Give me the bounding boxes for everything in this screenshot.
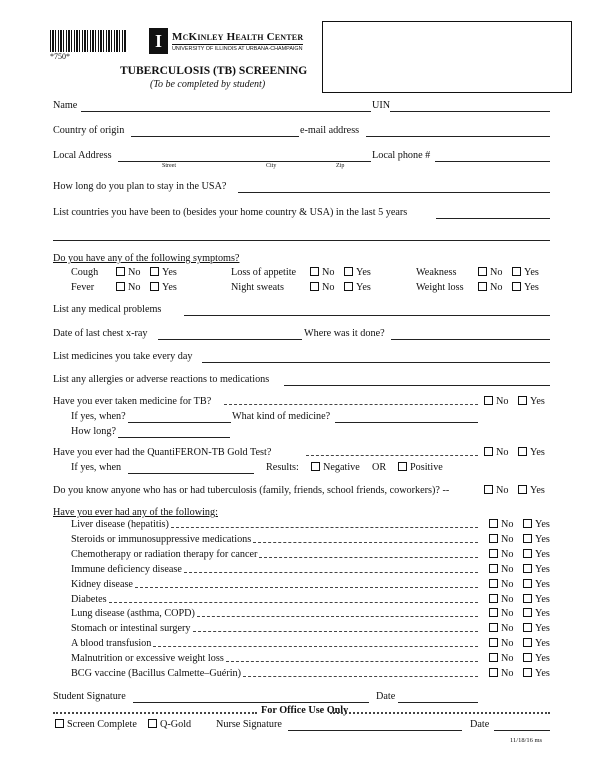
country-label: Country of origin xyxy=(53,125,125,136)
medicines-label: List medicines you take every day xyxy=(53,351,193,362)
if-yes-when2-label: If yes, when xyxy=(71,462,122,473)
no-label: No xyxy=(501,623,514,634)
no-label: No xyxy=(501,519,514,530)
problems-label: List any medical problems xyxy=(53,304,162,315)
fever-no[interactable] xyxy=(116,282,140,293)
history-yes-option[interactable] xyxy=(523,623,550,634)
if-yes-when-label: If yes, when? xyxy=(71,411,126,422)
positive-label: Positive xyxy=(410,462,443,473)
uin-input[interactable] xyxy=(390,111,550,112)
leader-dots xyxy=(135,587,478,588)
office-divider-right xyxy=(330,712,550,714)
appetite-no[interactable] xyxy=(310,267,334,278)
checkbox[interactable] xyxy=(523,608,532,617)
checkbox[interactable] xyxy=(523,653,532,662)
countries-input-2[interactable] xyxy=(53,240,550,241)
yes-label: Yes xyxy=(535,564,550,575)
history-heading: Have you ever had any of the following: xyxy=(53,507,218,518)
checkbox[interactable] xyxy=(523,594,532,603)
logo-letter: I xyxy=(154,31,162,51)
no-label: No xyxy=(501,638,514,649)
leader-dots xyxy=(197,616,478,617)
checkbox[interactable] xyxy=(55,719,64,728)
how-long-label: How long? xyxy=(71,426,116,437)
allergies-label: List any allergies or adverse reactions to medications xyxy=(53,374,270,385)
quantiferon-label: Have you ever had the QuantiFERON-TB Gold Test? xyxy=(53,447,272,458)
checkbox[interactable] xyxy=(310,282,319,291)
checkbox[interactable] xyxy=(518,447,527,456)
tb-med-no[interactable] xyxy=(484,396,508,407)
date2-input[interactable] xyxy=(494,730,550,731)
checkbox[interactable] xyxy=(523,564,532,573)
history-yes-option[interactable] xyxy=(523,519,550,530)
or-label: OR xyxy=(372,462,387,473)
checkbox[interactable] xyxy=(344,267,353,276)
xray-input[interactable] xyxy=(158,339,302,340)
checkbox[interactable] xyxy=(523,623,532,632)
leader-dots xyxy=(306,455,478,456)
form-title: TUBERCULOSIS (TB) SCREENING xyxy=(120,65,308,77)
yes-label: Yes xyxy=(535,579,550,590)
know-anyone-no[interactable] xyxy=(484,485,508,496)
stay-label: How long do you plan to stay in the USA? xyxy=(53,181,227,192)
yes-label: Yes xyxy=(535,623,550,634)
xray-label: Date of last chest x-ray xyxy=(53,328,148,339)
negative-option[interactable] xyxy=(311,462,360,473)
yes-label: Yes xyxy=(535,668,550,679)
office-use-label: For Office Use Only xyxy=(261,705,349,716)
yes-label: Yes xyxy=(162,282,177,293)
symptom-weight-loss: Weight loss xyxy=(416,282,464,293)
history-yes-option[interactable] xyxy=(523,653,550,664)
history-yes-option[interactable] xyxy=(523,638,550,649)
checkbox[interactable] xyxy=(310,267,319,276)
q-gold-option[interactable] xyxy=(148,719,191,730)
address-input[interactable] xyxy=(118,161,371,162)
history-item-label: Immune deficiency disease xyxy=(71,564,182,575)
quantiferon-when-input[interactable] xyxy=(128,473,254,474)
checkbox[interactable] xyxy=(398,462,407,471)
leader-dots xyxy=(153,646,478,647)
history-no-option[interactable] xyxy=(489,549,513,560)
history-no-option[interactable] xyxy=(489,579,513,590)
student-signature-input[interactable] xyxy=(133,702,369,703)
leader-dots xyxy=(184,572,478,573)
center-name: McKinley Health Center xyxy=(172,31,304,43)
positive-option[interactable] xyxy=(398,462,443,473)
uin-label: UIN xyxy=(372,100,391,111)
checkbox[interactable] xyxy=(518,396,527,405)
yes-label: Yes xyxy=(524,267,539,278)
student-signature-label: Student Signature xyxy=(53,691,126,702)
history-item-label: Malnutrition or excessive weight loss xyxy=(71,653,224,664)
tb-med-yes[interactable] xyxy=(518,396,545,407)
history-no-option[interactable] xyxy=(489,534,513,545)
history-yes-option[interactable] xyxy=(523,668,550,679)
no-label: No xyxy=(128,282,141,293)
weightloss-yes[interactable] xyxy=(512,282,539,293)
date-input[interactable] xyxy=(398,702,478,703)
history-no-option[interactable] xyxy=(489,564,513,575)
date2-label: Date xyxy=(470,719,490,730)
checkbox[interactable] xyxy=(489,653,498,662)
no-label: No xyxy=(490,267,503,278)
allergies-input[interactable] xyxy=(284,385,550,386)
leader-dots xyxy=(259,557,478,558)
no-label: No xyxy=(501,608,514,619)
weakness-no[interactable] xyxy=(478,267,502,278)
yes-label: Yes xyxy=(356,282,371,293)
yes-label: Yes xyxy=(530,447,545,458)
results-label: Results: xyxy=(266,462,299,473)
checkbox[interactable] xyxy=(484,485,493,494)
yes-label: Yes xyxy=(535,608,550,619)
checkbox[interactable] xyxy=(523,519,532,528)
symptoms-heading: Do you have any of the following symptoms? xyxy=(53,253,240,264)
appetite-yes[interactable] xyxy=(344,267,371,278)
city-caption: City xyxy=(266,163,277,169)
no-label: No xyxy=(496,485,509,496)
address-label: Local Address xyxy=(53,150,112,161)
office-divider-left xyxy=(53,712,257,714)
medicines-input[interactable] xyxy=(202,362,550,363)
yes-label: Yes xyxy=(535,653,550,664)
checkbox[interactable] xyxy=(489,638,498,647)
checkbox[interactable] xyxy=(489,549,498,558)
screen-complete-option[interactable] xyxy=(55,719,137,730)
history-no-option[interactable] xyxy=(489,668,513,679)
no-label: No xyxy=(128,267,141,278)
leader-dots xyxy=(253,542,478,543)
yes-label: Yes xyxy=(524,282,539,293)
no-label: No xyxy=(496,396,509,407)
form-subtitle: (To be completed by student) xyxy=(150,79,266,90)
know-anyone-yes[interactable] xyxy=(518,485,545,496)
checkbox[interactable] xyxy=(478,267,487,276)
date-label: Date xyxy=(376,691,396,702)
fever-yes[interactable] xyxy=(150,282,177,293)
history-yes-option[interactable] xyxy=(523,564,550,575)
leader-dots xyxy=(224,404,478,405)
cough-no[interactable] xyxy=(116,267,140,278)
university-text: UNIVERSITY OF ILLINOIS AT URBANA-CHAMPAIGN xyxy=(172,46,303,52)
what-kind-input[interactable] xyxy=(335,422,478,423)
cough-yes[interactable] xyxy=(150,267,177,278)
nurse-signature-label: Nurse Signature xyxy=(216,719,282,730)
history-no-option[interactable] xyxy=(489,638,513,649)
nurse-signature-input[interactable] xyxy=(288,730,462,731)
where-input[interactable] xyxy=(391,339,550,340)
checkbox[interactable] xyxy=(484,447,493,456)
history-item-label: Lung disease (asthma, COPD) xyxy=(71,608,195,619)
tb-med-label: Have you ever taken medicine for TB? xyxy=(53,396,212,407)
checkbox[interactable] xyxy=(150,282,159,291)
yes-label: Yes xyxy=(535,534,550,545)
checkbox[interactable] xyxy=(489,519,498,528)
checkbox[interactable] xyxy=(344,282,353,291)
checkbox[interactable] xyxy=(116,282,125,291)
no-label: No xyxy=(501,668,514,679)
yes-label: Yes xyxy=(356,267,371,278)
revision-code: 11/18/16 ms xyxy=(510,737,543,744)
checkbox[interactable] xyxy=(518,485,527,494)
no-label: No xyxy=(501,594,514,605)
stay-input[interactable] xyxy=(238,192,550,193)
history-yes-option[interactable] xyxy=(523,549,550,560)
checkbox[interactable] xyxy=(523,668,532,677)
phone-input[interactable] xyxy=(435,161,550,162)
no-label: No xyxy=(490,282,503,293)
checkbox[interactable] xyxy=(489,608,498,617)
what-kind-label: What kind of medicine? xyxy=(232,411,331,422)
history-no-option[interactable] xyxy=(489,608,513,619)
name-input[interactable] xyxy=(81,111,371,112)
checkbox[interactable] xyxy=(489,564,498,573)
symptom-fever: Fever xyxy=(71,282,95,293)
sweats-no[interactable] xyxy=(310,282,334,293)
no-label: No xyxy=(501,579,514,590)
weightloss-no[interactable] xyxy=(478,282,502,293)
office-box xyxy=(322,21,572,93)
no-label: No xyxy=(322,282,335,293)
history-item-label: Steroids or immunosuppressive medications xyxy=(71,534,252,545)
symptom-weakness: Weakness xyxy=(416,267,457,278)
countries-input[interactable] xyxy=(436,218,550,219)
checkbox[interactable] xyxy=(311,462,320,471)
negative-label: Negative xyxy=(323,462,360,473)
yes-label: Yes xyxy=(162,267,177,278)
checkbox[interactable] xyxy=(489,623,498,632)
quantiferon-no[interactable] xyxy=(484,447,508,458)
name-label: Name xyxy=(53,100,78,111)
checkbox[interactable] xyxy=(489,579,498,588)
email-label: e-mail address xyxy=(300,125,360,136)
history-item-label: Liver disease (hepatitis) xyxy=(71,519,169,530)
no-label: No xyxy=(501,653,514,664)
leader-dots xyxy=(193,631,479,632)
checkbox[interactable] xyxy=(484,396,493,405)
history-yes-option[interactable] xyxy=(523,608,550,619)
history-no-option[interactable] xyxy=(489,623,513,634)
university-name xyxy=(172,44,303,52)
history-item-label: Kidney disease xyxy=(71,579,133,590)
how-long-input[interactable] xyxy=(118,437,230,438)
history-yes-option[interactable] xyxy=(523,534,550,545)
checkbox[interactable] xyxy=(523,579,532,588)
sweats-yes[interactable] xyxy=(344,282,371,293)
yes-label: Yes xyxy=(535,549,550,560)
screen-complete-label: Screen Complete xyxy=(67,719,137,730)
symptom-loss-of-appetite: Loss of appetite xyxy=(231,267,297,278)
checkbox[interactable] xyxy=(512,282,521,291)
history-item-label: Stomach or intestinal surgery xyxy=(71,623,191,634)
history-no-option[interactable] xyxy=(489,519,513,530)
history-yes-option[interactable] xyxy=(523,579,550,590)
no-label: No xyxy=(322,267,335,278)
history-yes-option[interactable] xyxy=(523,594,550,605)
leader-dots xyxy=(171,527,478,528)
problems-input[interactable] xyxy=(184,315,550,316)
yes-label: Yes xyxy=(530,485,545,496)
street-caption: Street xyxy=(162,163,176,169)
leader-dots xyxy=(226,661,478,662)
country-input[interactable] xyxy=(131,136,299,137)
checkbox[interactable] xyxy=(150,267,159,276)
yes-label: Yes xyxy=(535,519,550,530)
zip-caption: Zip xyxy=(336,163,345,169)
history-no-option[interactable] xyxy=(489,653,513,664)
history-item-label: BCG vaccine (Bacillus Calmette–Guérin) xyxy=(71,668,242,679)
yes-label: Yes xyxy=(535,638,550,649)
leader-dots xyxy=(109,602,478,603)
where-label: Where was it done? xyxy=(304,328,385,339)
quantiferon-yes[interactable] xyxy=(518,447,545,458)
checkbox[interactable] xyxy=(512,267,521,276)
no-label: No xyxy=(501,534,514,545)
countries-label: List countries you have been to (besides your home country & USA) in the last 5 years xyxy=(53,207,408,218)
phone-label: Local phone # xyxy=(372,150,431,161)
history-no-option[interactable] xyxy=(489,594,513,605)
checkbox[interactable] xyxy=(523,534,532,543)
history-item-label: Chemotherapy or radiation therapy for cancer xyxy=(71,549,258,560)
checkbox[interactable] xyxy=(523,549,532,558)
email-input[interactable] xyxy=(366,136,550,137)
checkbox[interactable] xyxy=(489,668,498,677)
checkbox[interactable] xyxy=(489,534,498,543)
yes-label: Yes xyxy=(530,396,545,407)
checkbox[interactable] xyxy=(116,267,125,276)
barcode-caption: *750* xyxy=(50,52,70,61)
no-label: No xyxy=(501,549,514,560)
symptom-cough: Cough xyxy=(71,267,99,278)
tb-when-input[interactable] xyxy=(128,422,231,423)
yes-label: Yes xyxy=(535,594,550,605)
weakness-yes[interactable] xyxy=(512,267,539,278)
symptom-night-sweats: Night sweats xyxy=(231,282,284,293)
university-logo xyxy=(149,28,168,54)
no-label: No xyxy=(501,564,514,575)
checkbox[interactable] xyxy=(478,282,487,291)
history-item-label: A blood transfusion xyxy=(71,638,152,649)
checkbox[interactable] xyxy=(523,638,532,647)
leader-dots xyxy=(243,676,478,677)
know-anyone-label: Do you know anyone who has or had tuberculosis (family, friends, school friends, coworkers)? -- xyxy=(53,485,450,496)
q-gold-label: Q-Gold xyxy=(160,719,192,730)
history-item-label: Diabetes xyxy=(71,594,107,605)
no-label: No xyxy=(496,447,509,458)
checkbox[interactable] xyxy=(148,719,157,728)
barcode xyxy=(50,30,126,52)
checkbox[interactable] xyxy=(489,594,498,603)
